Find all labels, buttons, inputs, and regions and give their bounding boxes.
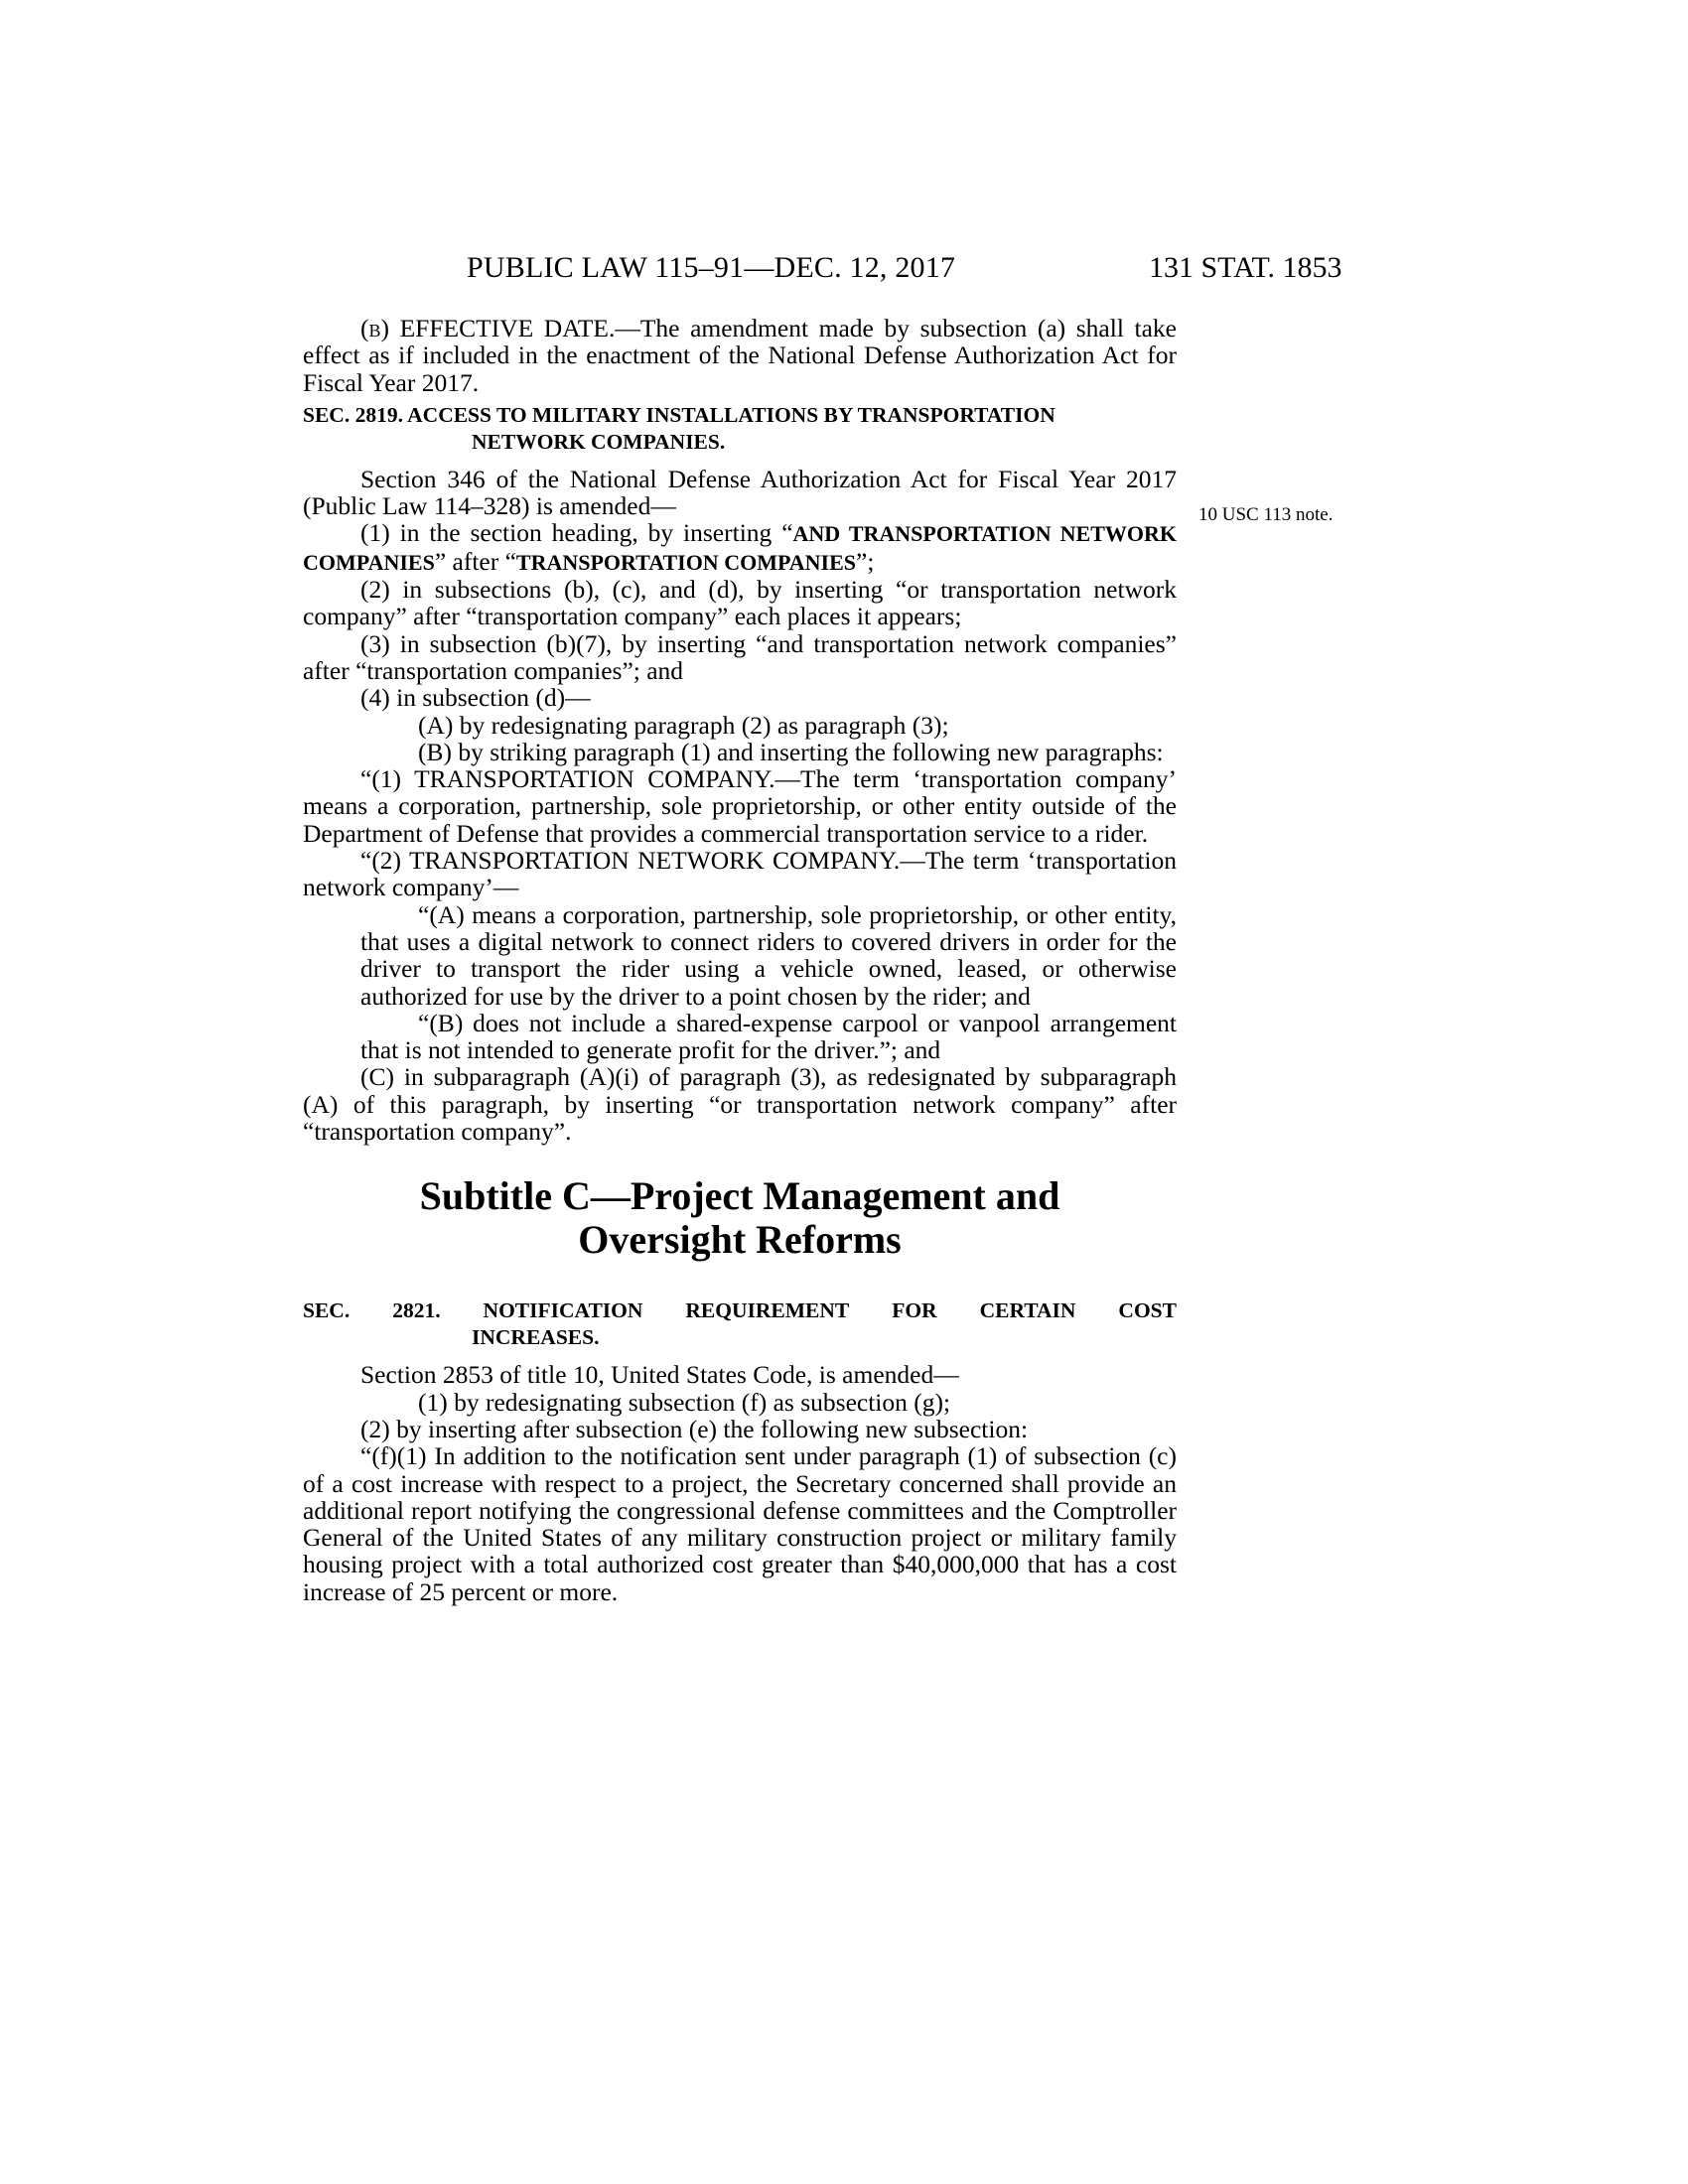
section-2819-heading-line2: NETWORK COMPANIES. (472, 429, 726, 454)
amendment-item-4: (4) in subsection (d)— (360, 683, 591, 713)
sec2821-word-4: REQUIREMENT (685, 1298, 850, 1323)
section-2821-item-1: (1) by redesignating subsection (f) as subsection (g); (418, 1387, 951, 1417)
section-2819-intro: Section 346 of the National Defense Authorization Act for Fiscal Year 2017 (Public Law 114–328) is amended— (303, 464, 1177, 521)
item1-prefix: (1) in the section heading, by inserting “ (360, 518, 793, 548)
section-2821-heading-line2: INCREASES. (472, 1325, 600, 1350)
subtitle-c-heading (303, 1174, 1177, 1262)
section-2821-intro: Section 2853 of title 10, United States Code, is amended— (360, 1360, 959, 1390)
subtitle-line-1: Subtitle C—Project Management and (419, 1173, 1060, 1219)
amendment-item-3: (3) in subsection (b)(7), by inserting “and transportation network companies” after “transportation companies”; and (303, 628, 1177, 685)
sec2821-word-1: SEC. (303, 1298, 351, 1323)
definition-1-label: “(1) TRANSPORTATION COMPANY. (360, 764, 775, 794)
item1-bold-term-2: TRANSPORTATION COMPANIES (515, 549, 857, 575)
effective-date-label: (b) EFFECTIVE DATE. (360, 314, 616, 342)
sec2821-word-7: COST (1118, 1298, 1177, 1323)
definition-2a: “(A) means a corporation, partnership, sole proprietorship, or other entity, that uses a digital network to connect riders to covered drivers in order for the driver to transport the rider using a vehicle owned, leased, or otherwise authorized for use by the driver to a point chosen by the rider; and (360, 899, 1177, 1011)
effective-date-paragraph (303, 315, 1177, 396)
item1-suffix: ”; (856, 546, 875, 576)
amendment-item-2: (2) in subsections (b), (c), and (d), by inserting “or transportation network company” after “transportation company” each places it appears; (303, 575, 1177, 631)
sec2821-word-3: NOTIFICATION (483, 1298, 643, 1323)
amendment-item-1 (303, 519, 1177, 576)
sec2821-word-6: CERTAIN (979, 1298, 1076, 1323)
section-2819-heading-line1: SEC. 2819. ACCESS TO MILITARY INSTALLATIONS BY TRANSPORTATION (303, 402, 1055, 427)
item1-bold-term-1: AND TRANSPORTATION NETWORK COMPANIES (303, 521, 1177, 575)
section-2821-item-2: (2) by inserting after subsection (e) the following new subsection: (360, 1414, 1029, 1443)
definition-2-label: “(2) TRANSPORTATION NETWORK COMPANY. (360, 846, 901, 876)
statute-page-number: 131 STAT. 1853 (1149, 251, 1342, 284)
page-header (0, 248, 1688, 288)
definition-paragraph-2 (303, 847, 1177, 901)
section-2821-quoted-text: “(f)(1) In addition to the notification sent under paragraph (1) of subsection (c) of a cost increase with respect to a project, the Secretary concerned shall provide an additional report notifying the congressional defense committees and the Comptroller General of the United States of any military construction project or military family housing project with a total authorized cost greater than $40,000,000 that has a cost increase of 25 percent or more. (303, 1441, 1177, 1606)
public-law-title: PUBLIC LAW 115–91—DEC. 12, 2017 (467, 251, 956, 284)
effective-date-text: —The amendment made by subsection (a) shall take effect as if included in the enactment of the National Defense Authorization Act for Fiscal Year 2017. (303, 314, 1177, 397)
definition-2b: “(B) does not include a shared-expense carpool or vanpool arrangement that is not intended to generate profit for the driver.”; and (360, 1008, 1177, 1065)
amendment-item-4a: (A) by redesignating paragraph (2) as paragraph (3); (418, 710, 949, 740)
definition-2-text: —The term ‘transportation network company’— (303, 846, 1178, 902)
amendment-item-4b: (B) by striking paragraph (1) and inserting the following new paragraphs: (418, 737, 1164, 766)
item1-mid: ” after “ (434, 546, 516, 576)
document-body (303, 315, 1177, 1605)
section-2819-heading (303, 402, 1177, 456)
section-2821-heading (303, 1297, 1177, 1351)
section-2821-heading-line1 (303, 1297, 1177, 1324)
margin-note-usc: 10 USC 113 note. (1198, 504, 1334, 525)
amendment-item-4c (303, 1063, 1177, 1145)
definition-1-text: —The term ‘transportation company’ means a corporation, partnership, sole proprietorship, or other entity outside of the Department of Defense that provides a commercial transportation service to a rider. (303, 764, 1177, 848)
sec2821-word-2: 2821. (392, 1298, 441, 1323)
sec2821-word-5: FOR (892, 1298, 937, 1323)
item4c-text: (C) in subparagraph (A)(i) of paragraph (3), as redesignated by subparagraph (A) of this paragraph, by inserting “or transportation network company” after “transportation company”. (303, 1062, 1177, 1147)
definition-paragraph-1 (303, 765, 1177, 847)
subtitle-line-2: Oversight Reforms (578, 1217, 902, 1263)
